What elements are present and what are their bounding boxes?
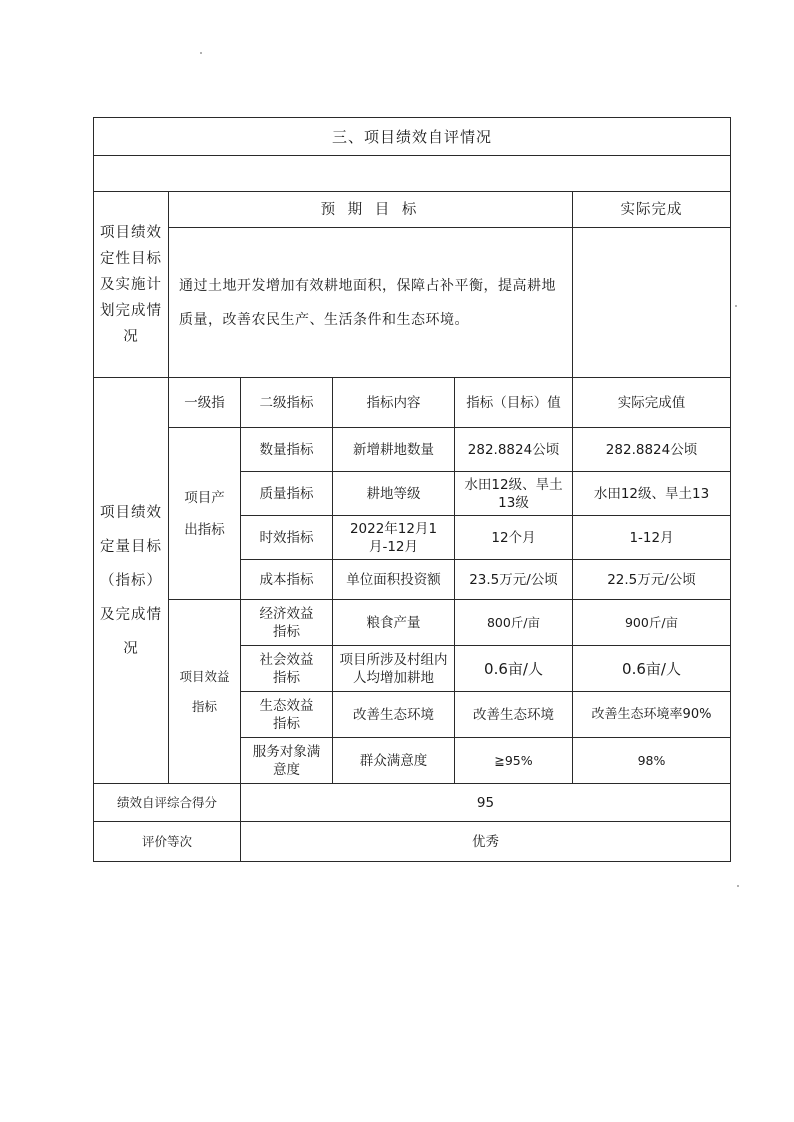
table-row-content: 新增耕地数量 bbox=[333, 428, 455, 472]
expected-goal-text: 通过土地开发增加有效耕地面积，保障占补平衡，提高耕地质量，改善农民生产、生活条件和生态环境。 bbox=[169, 228, 573, 378]
table-row-target: 12个月 bbox=[455, 516, 573, 560]
group-output-indicators: 项目产出指标 bbox=[169, 428, 241, 600]
header-content: 指标内容 bbox=[333, 378, 455, 428]
table-row-actual: 22.5万元/公顷 bbox=[573, 560, 731, 600]
header-level2: 二级指标 bbox=[241, 378, 333, 428]
table-row-content: 粮食产量 bbox=[333, 600, 455, 646]
group-benefit-indicators: 项目效益指标 bbox=[169, 600, 241, 784]
quantitative-label: 项目绩效定量目标（指标）及完成情况 bbox=[94, 378, 169, 784]
table-row-level2: 数量指标 bbox=[241, 428, 333, 472]
performance-evaluation-sheet bbox=[93, 117, 730, 862]
table-row-level2: 时效指标 bbox=[241, 516, 333, 560]
table-row-target: 水田12级、旱土13级 bbox=[455, 472, 573, 516]
table-row-actual: 0.6亩/人 bbox=[573, 646, 731, 692]
table-row-level2: 生态效益指标 bbox=[241, 692, 333, 738]
table-row-level2: 经济效益指标 bbox=[241, 600, 333, 646]
table-row-target: 23.5万元/公顷 bbox=[455, 560, 573, 600]
score-label: 绩效自评综合得分 bbox=[94, 784, 241, 822]
table-row-target: 800斤/亩 bbox=[455, 600, 573, 646]
actual-completion-text bbox=[573, 228, 731, 378]
table-row-actual: 282.8824公顷 bbox=[573, 428, 731, 472]
table-row-target: 0.6亩/人 bbox=[455, 646, 573, 692]
expected-goal-header: 预 期 目 标 bbox=[169, 192, 573, 228]
grade-value: 优秀 bbox=[241, 822, 731, 862]
table-row-actual: 98% bbox=[573, 738, 731, 784]
table-row-content: 改善生态环境 bbox=[333, 692, 455, 738]
header-level1: 一级指 bbox=[169, 378, 241, 428]
table-row-level2: 社会效益指标 bbox=[241, 646, 333, 692]
table-row-actual: 900斤/亩 bbox=[573, 600, 731, 646]
table-row-content: 耕地等级 bbox=[333, 472, 455, 516]
table-row-content: 2022年12月1月-12月 bbox=[333, 516, 455, 560]
header-actual: 实际完成值 bbox=[573, 378, 731, 428]
table-row-content: 单位面积投资额 bbox=[333, 560, 455, 600]
table-row-actual: 1-12月 bbox=[573, 516, 731, 560]
evaluation-table bbox=[93, 117, 731, 862]
table-row-actual: 改善生态环境率90% bbox=[573, 692, 731, 738]
table-row-level2: 质量指标 bbox=[241, 472, 333, 516]
grade-label: 评价等次 bbox=[94, 822, 241, 862]
header-target: 指标（目标）值 bbox=[455, 378, 573, 428]
actual-completion-header: 实际完成 bbox=[573, 192, 731, 228]
table-row-content: 群众满意度 bbox=[333, 738, 455, 784]
table-row-actual: 水田12级、旱土13 bbox=[573, 472, 731, 516]
section-title: 三、项目绩效自评情况 bbox=[94, 118, 731, 156]
table-row-target: 282.8824公顷 bbox=[455, 428, 573, 472]
table-row-content: 项目所涉及村组内人均增加耕地 bbox=[333, 646, 455, 692]
blank-row bbox=[94, 156, 731, 192]
score-value: 95 bbox=[241, 784, 731, 822]
table-row-level2: 成本指标 bbox=[241, 560, 333, 600]
table-row-target: 改善生态环境 bbox=[455, 692, 573, 738]
table-row-level2: 服务对象满意度 bbox=[241, 738, 333, 784]
table-row-target: ≧95% bbox=[455, 738, 573, 784]
qualitative-label: 项目绩效定性目标及实施计划完成情况 bbox=[94, 192, 169, 378]
